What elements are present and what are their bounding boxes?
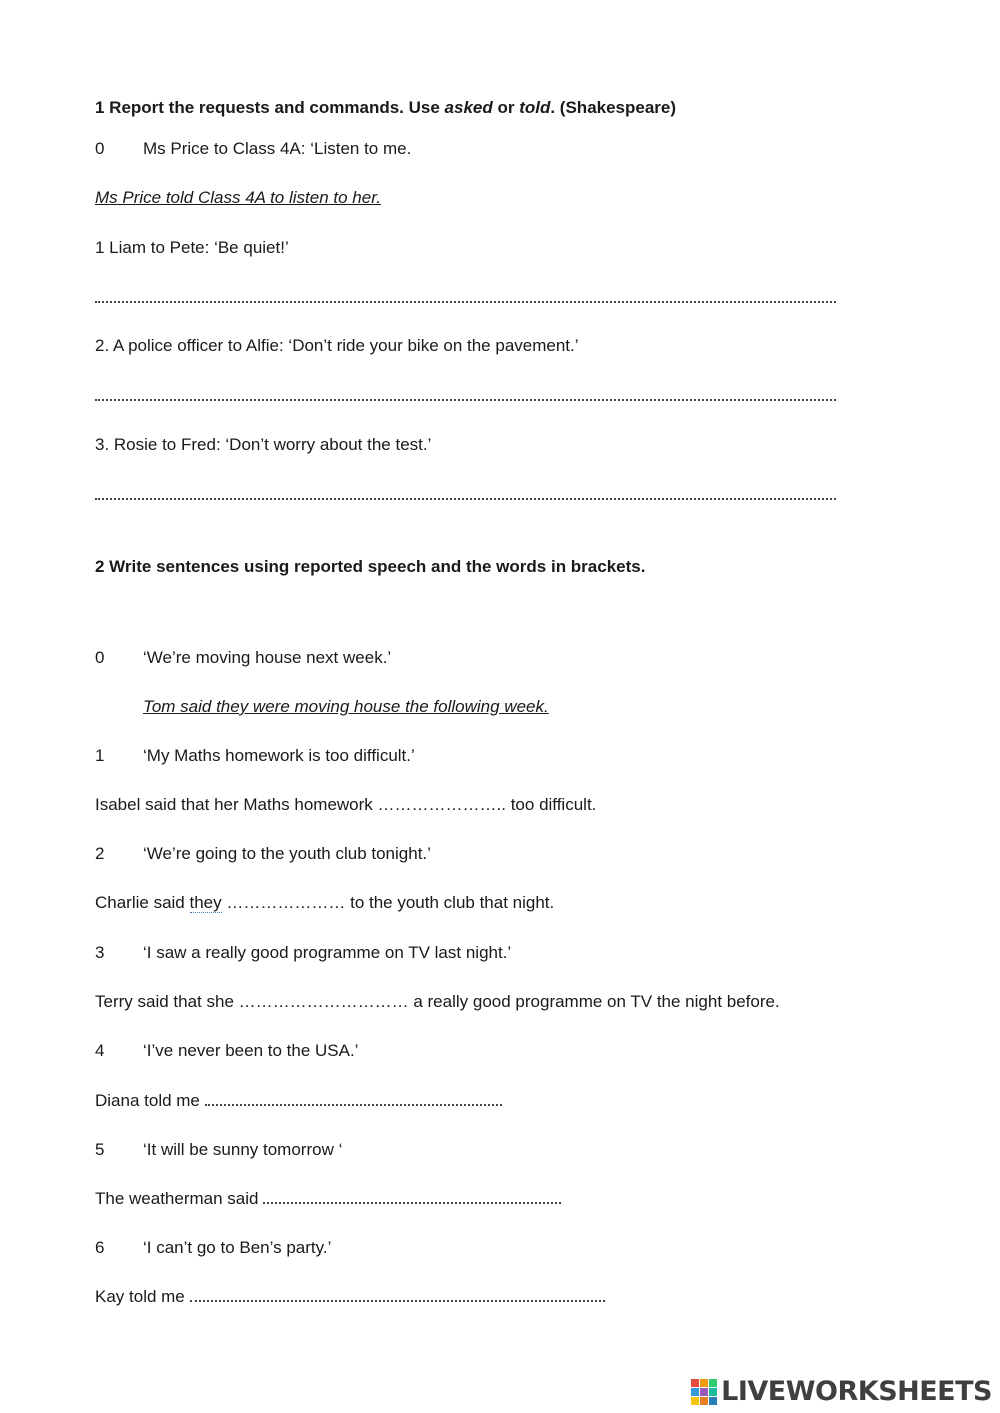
question-2-answer: Charlie said they ………………… to the youth club that night.	[95, 893, 555, 912]
logo-text: LIVEWORKSHEETS	[721, 1376, 992, 1407]
answer-line-1[interactable]	[95, 299, 836, 303]
question-4-quote: 4 ‘I’ve never been to the USA.’	[95, 1041, 359, 1060]
blank-6[interactable]	[190, 1288, 605, 1302]
section2-title: 2 Write sentences using reported speech and the words in brackets.	[95, 557, 646, 576]
question-5-quote: 5 ‘It will be sunny tomorrow ‘	[95, 1140, 343, 1159]
section1-title: 1 Report the requests and commands. Use asked or told. (Shakespeare)	[95, 98, 677, 117]
liveworksheets-logo	[691, 1376, 992, 1407]
question-6-answer: Kay told me	[95, 1286, 605, 1308]
question-1-quote: 1 ‘My Maths homework is too difficult.’	[95, 746, 415, 765]
section2-example: 0 ‘We’re moving house next week.’	[95, 648, 392, 667]
answer-line-3[interactable]	[95, 496, 836, 500]
section1-example	[95, 138, 411, 160]
example-number: 0	[95, 139, 105, 158]
answer-line-2[interactable]	[95, 397, 836, 401]
question-4-answer: Diana told me	[95, 1090, 502, 1112]
question-5-answer: The weatherman said	[95, 1188, 561, 1210]
blank-5[interactable]	[263, 1190, 561, 1204]
question-1-answer: Isabel said that her Maths homework ………………….. too difficult.	[95, 795, 597, 814]
blank-1[interactable]: …………………..	[377, 795, 506, 814]
section1-example-answer: Ms Price told Class 4A to listen to her.	[95, 188, 381, 207]
question-3-quote: 3 ‘I saw a really good programme on TV last night.’	[95, 943, 512, 962]
section1-item-1: 1 Liam to Pete: ‘Be quiet!’	[95, 238, 289, 257]
example-prompt: Ms Price to Class 4A: ‘Listen to me.	[143, 139, 412, 158]
section1-item-2: 2. A police officer to Alfie: ‘Don’t ride your bike on the pavement.’	[95, 336, 579, 355]
example-quote: ‘We’re moving house next week.’	[143, 648, 392, 667]
blank-4[interactable]	[205, 1092, 502, 1106]
section2-example-answer: Tom said they were moving house the following week.	[143, 697, 549, 716]
section1-item-3: 3. Rosie to Fred: ‘Don’t worry about the test.’	[95, 435, 432, 454]
question-3-answer: Terry said that she ………………………… a really good programme on TV the night before.	[95, 992, 780, 1011]
spellcheck-word: they	[189, 893, 222, 912]
blank-3[interactable]: …………………………	[238, 992, 409, 1011]
question-2-quote: 2 ‘We’re going to the youth club tonight.’	[95, 844, 431, 863]
logo-mark-icon	[691, 1379, 717, 1405]
question-6-quote: 6 ‘I can’t go to Ben’s party.’	[95, 1238, 332, 1257]
blank-2[interactable]: …………………	[221, 893, 346, 912]
